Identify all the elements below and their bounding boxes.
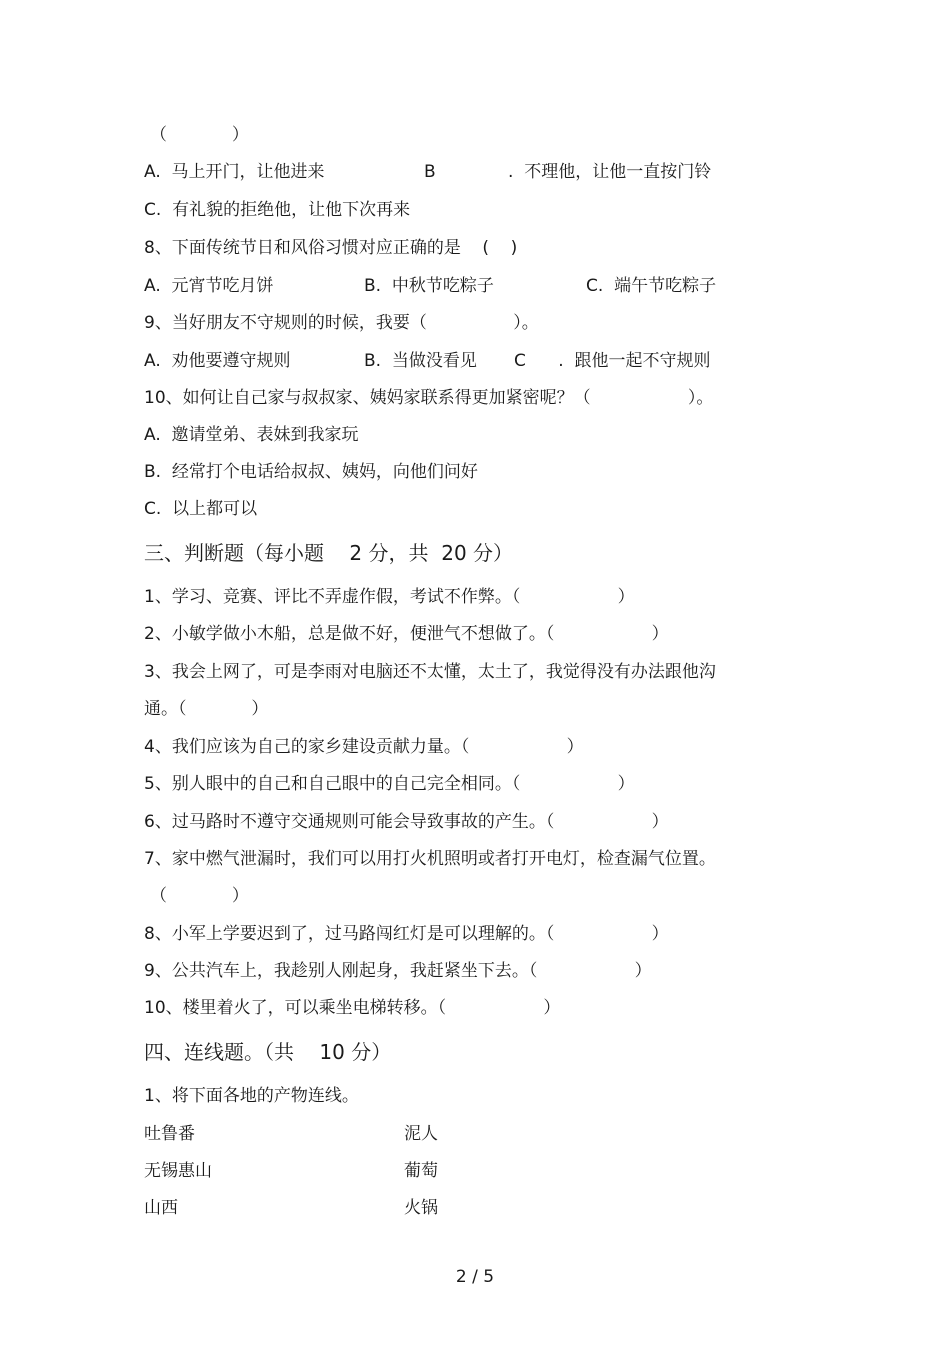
judge-item-1: 1、学习、竞赛、评比不弄虚作假，考试不作弊。（ ）	[144, 587, 635, 607]
matching-right-3: 火锅	[404, 1198, 438, 1218]
judge-item-3-cont: 通。（ ）	[144, 699, 269, 719]
judge-item-8: 8、小军上学要迟到了，过马路闯红灯是可以理解的。（ ）	[144, 924, 669, 944]
q10-option-a: A. 邀请堂弟、表妹到我家玩	[144, 425, 359, 445]
q10-question: 10、如何让自己家与叔叔家、姨妈家联系得更加紧密呢？（ ）。	[144, 388, 714, 408]
q10-option-b: B. 经常打个电话给叔叔、姨妈，向他们问好	[144, 462, 478, 482]
q8-option-a: A. 元宵节吃月饼	[144, 276, 274, 296]
judge-item-9: 9、公共汽车上，我趁别人刚起身，我赶紧坐下去。（ ）	[144, 961, 652, 981]
matching-left-2: 无锡惠山	[144, 1161, 212, 1181]
matching-left-3: 山西	[144, 1198, 178, 1218]
q9-option-a: A. 劝他要遵守规则	[144, 351, 291, 371]
page-number: 2 / 5	[455, 1267, 495, 1287]
q8-question: 8、下面传统节日和风俗习惯对应正确的是 ( )	[144, 238, 518, 258]
judge-item-2: 2、小敏学做小木船，总是做不好，便泄气不想做了。（ ）	[144, 624, 669, 644]
judge-item-7: 7、家中燃气泄漏时，我们可以用打火机照明或者打开电灯，检查漏气位置。	[144, 849, 716, 869]
section3-heading: 三、判断题（每小题 2 分，共 20 分）	[144, 541, 514, 565]
q8-option-b: B. 中秋节吃粽子	[364, 276, 494, 296]
q10-option-c: C. 以上都可以	[144, 499, 258, 519]
q9-option-b: B. 当做没看见	[364, 351, 477, 371]
matching-left-1: 吐鲁番	[144, 1124, 195, 1144]
matching-right-1: 泥人	[404, 1124, 438, 1144]
section4-heading: 四、连线题。（共 10 分）	[144, 1040, 392, 1064]
judge-item-4: 4、我们应该为自己的家乡建设贡献力量。（ ）	[144, 737, 584, 757]
judge-item-3: 3、我会上网了，可是李雨对电脑还不太懂，太土了，我觉得没有办法跟他沟	[144, 662, 716, 682]
q9-option-c: C . 跟他一起不守规则	[514, 351, 711, 371]
q7-option-a: A. 马上开门，让他进来	[144, 162, 325, 182]
matching-right-2: 葡萄	[404, 1161, 438, 1181]
judge-item-10: 10、楼里着火了，可以乘坐电梯转移。（ ）	[144, 998, 561, 1018]
q7-option-b-letter: B	[424, 162, 436, 182]
matching-instruction: 1、将下面各地的产物连线。	[144, 1086, 359, 1106]
q9-question: 9、当好朋友不守规则的时候，我要（ ）。	[144, 313, 539, 333]
q7-answer-bracket: （ ）	[150, 125, 249, 145]
judge-item-6: 6、过马路时不遵守交通规则可能会导致事故的产生。（ ）	[144, 812, 669, 832]
q7-option-c: C. 有礼貌的拒绝他，让他下次再来	[144, 200, 411, 220]
judge-item-7-cont: （ ）	[150, 886, 249, 906]
q7-option-b-text: . 不理他，让他一直按门铃	[508, 162, 712, 182]
judge-item-5: 5、别人眼中的自己和自己眼中的自己完全相同。（ ）	[144, 774, 635, 794]
q8-option-c: C. 端午节吃粽子	[586, 276, 717, 296]
